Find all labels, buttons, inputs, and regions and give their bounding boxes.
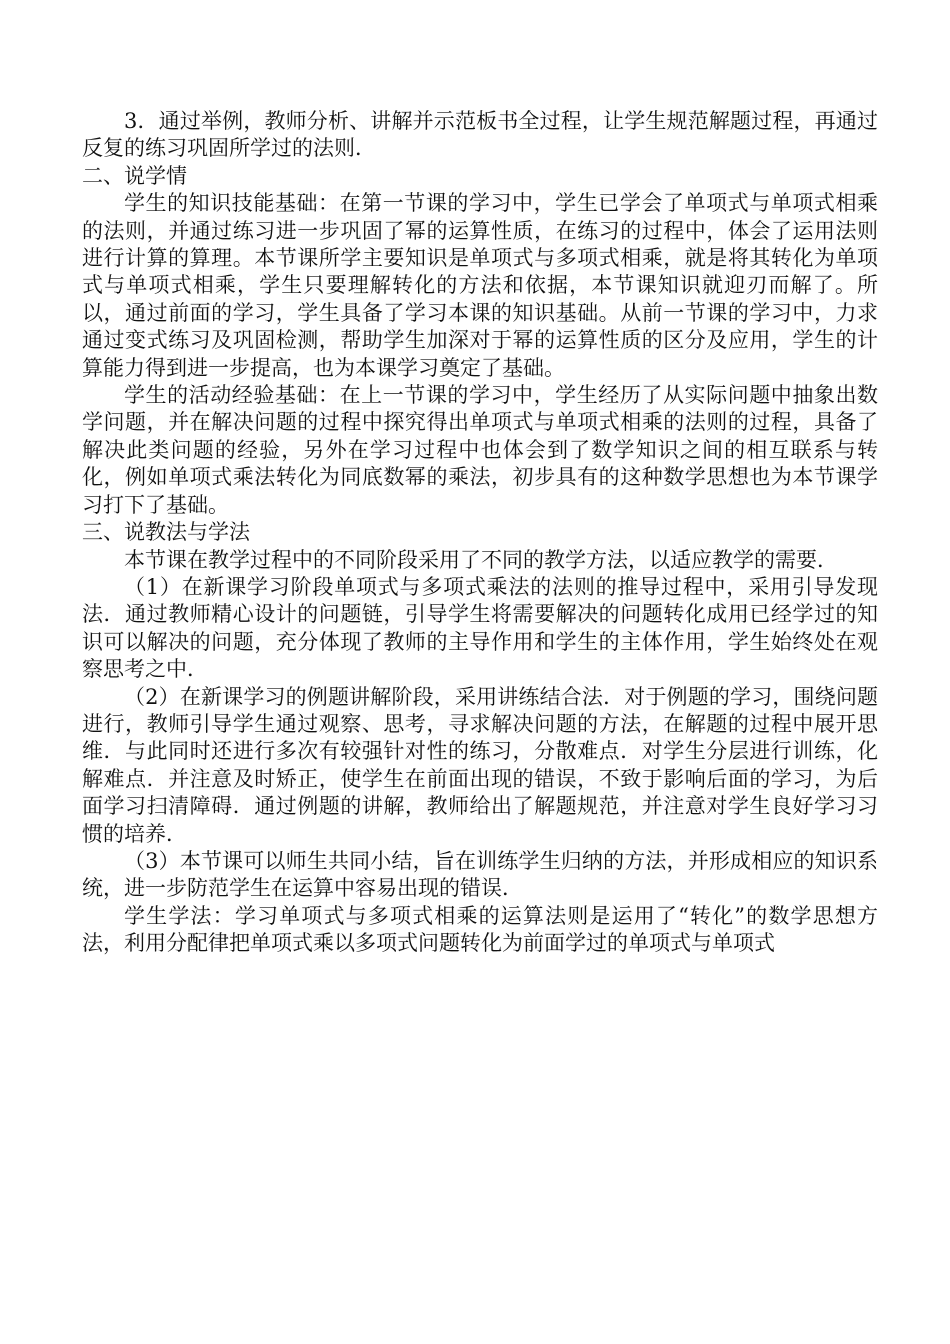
section-heading-student-situation: 二、说学情 xyxy=(82,163,187,188)
paragraph-point-3: 3．通过举例，教师分析、讲解并示范板书全过程，让学生规范解题过程，再通过反复的练习巩固所学过的法则． xyxy=(82,109,878,161)
document-page xyxy=(82,108,878,958)
paragraph-methods-intro: 本节课在教学过程中的不同阶段采用了不同的教学方法，以适应教学的需要． xyxy=(124,547,838,572)
paragraph-method-2: （2）在新课学习的例题讲解阶段，采用讲练结合法．对于例题的学习，围绕问题进行，教师引导学生通过观察、思考，寻求解决问题的方法，在解题的过程中展开思维．与此同时还进行多次有较强针对性的练习，分散难点．对学生分层进行训练，化解难点．并注意及时矫正，使学生在前面出现的错误，不致于影响后面的学习，为后面学习扫清障碍．通过例题的讲解，教师给出了解题规范，并注意对学生良好学习习惯的培养． xyxy=(82,684,878,846)
paragraph-method-1: （1）在新课学习阶段单项式与多项式乘法的法则的推导过程中，采用引导发现法．通过教师精心设计的问题链，引导学生将需要解决的问题转化成用已经学过的知识可以解决的问题，充分体现了教师的主导作用和学生的主体作用，学生始终处在观察思考之中． xyxy=(82,574,878,682)
section-heading-teaching-methods: 三、说教法与学法 xyxy=(82,520,250,545)
paragraph-method-3: （3）本节课可以师生共同小结，旨在训练学生归纳的方法，并形成相应的知识系统，进一步防范学生在运算中容易出现的错误． xyxy=(82,848,878,901)
paragraph-knowledge-basis: 学生的知识技能基础：在第一节课的学习中，学生已学会了单项式与单项式相乘的法则，并通过练习进一步巩固了幂的运算性质，在练习的过程中，体会了运用法则进行计算的算理。本节课所学主要知识是单项式与多项式相乘，就是将其转化为单项式与单项式相乘，学生只要理解转化的方法和依据，本节课知识就迎刃而解了。所以，通过前面的学习，学生具备了学习本课的知识基础。从前一节课的学习中，力求通过变式练习及巩固检测，帮助学生加深对于幂的运算性质的区分及应用，学生的计算能力得到进一步提高，也为本课学习奠定了基础。 xyxy=(82,191,878,380)
paragraph-learning-method: 学生学法：学习单项式与多项式相乘的运算法则是运用了“转化”的数学思想方法，利用分配律把单项式乘以多项式问题转化为前面学过的单项式与单项式 xyxy=(82,903,878,956)
paragraph-activity-experience: 学生的活动经验基础：在上一节课的学习中，学生经历了从实际问题中抽象出数学问题，并在解决问题的过程中探究得出单项式与单项式相乘的法则的过程，具备了解决此类问题的经验，另外在学习过程中也体会到了数学知识之间的相互联系与转化，例如单项式乘法转化为同底数幂的乘法，初步具有的这种数学思想也为本节课学习打下了基础。 xyxy=(82,383,878,517)
